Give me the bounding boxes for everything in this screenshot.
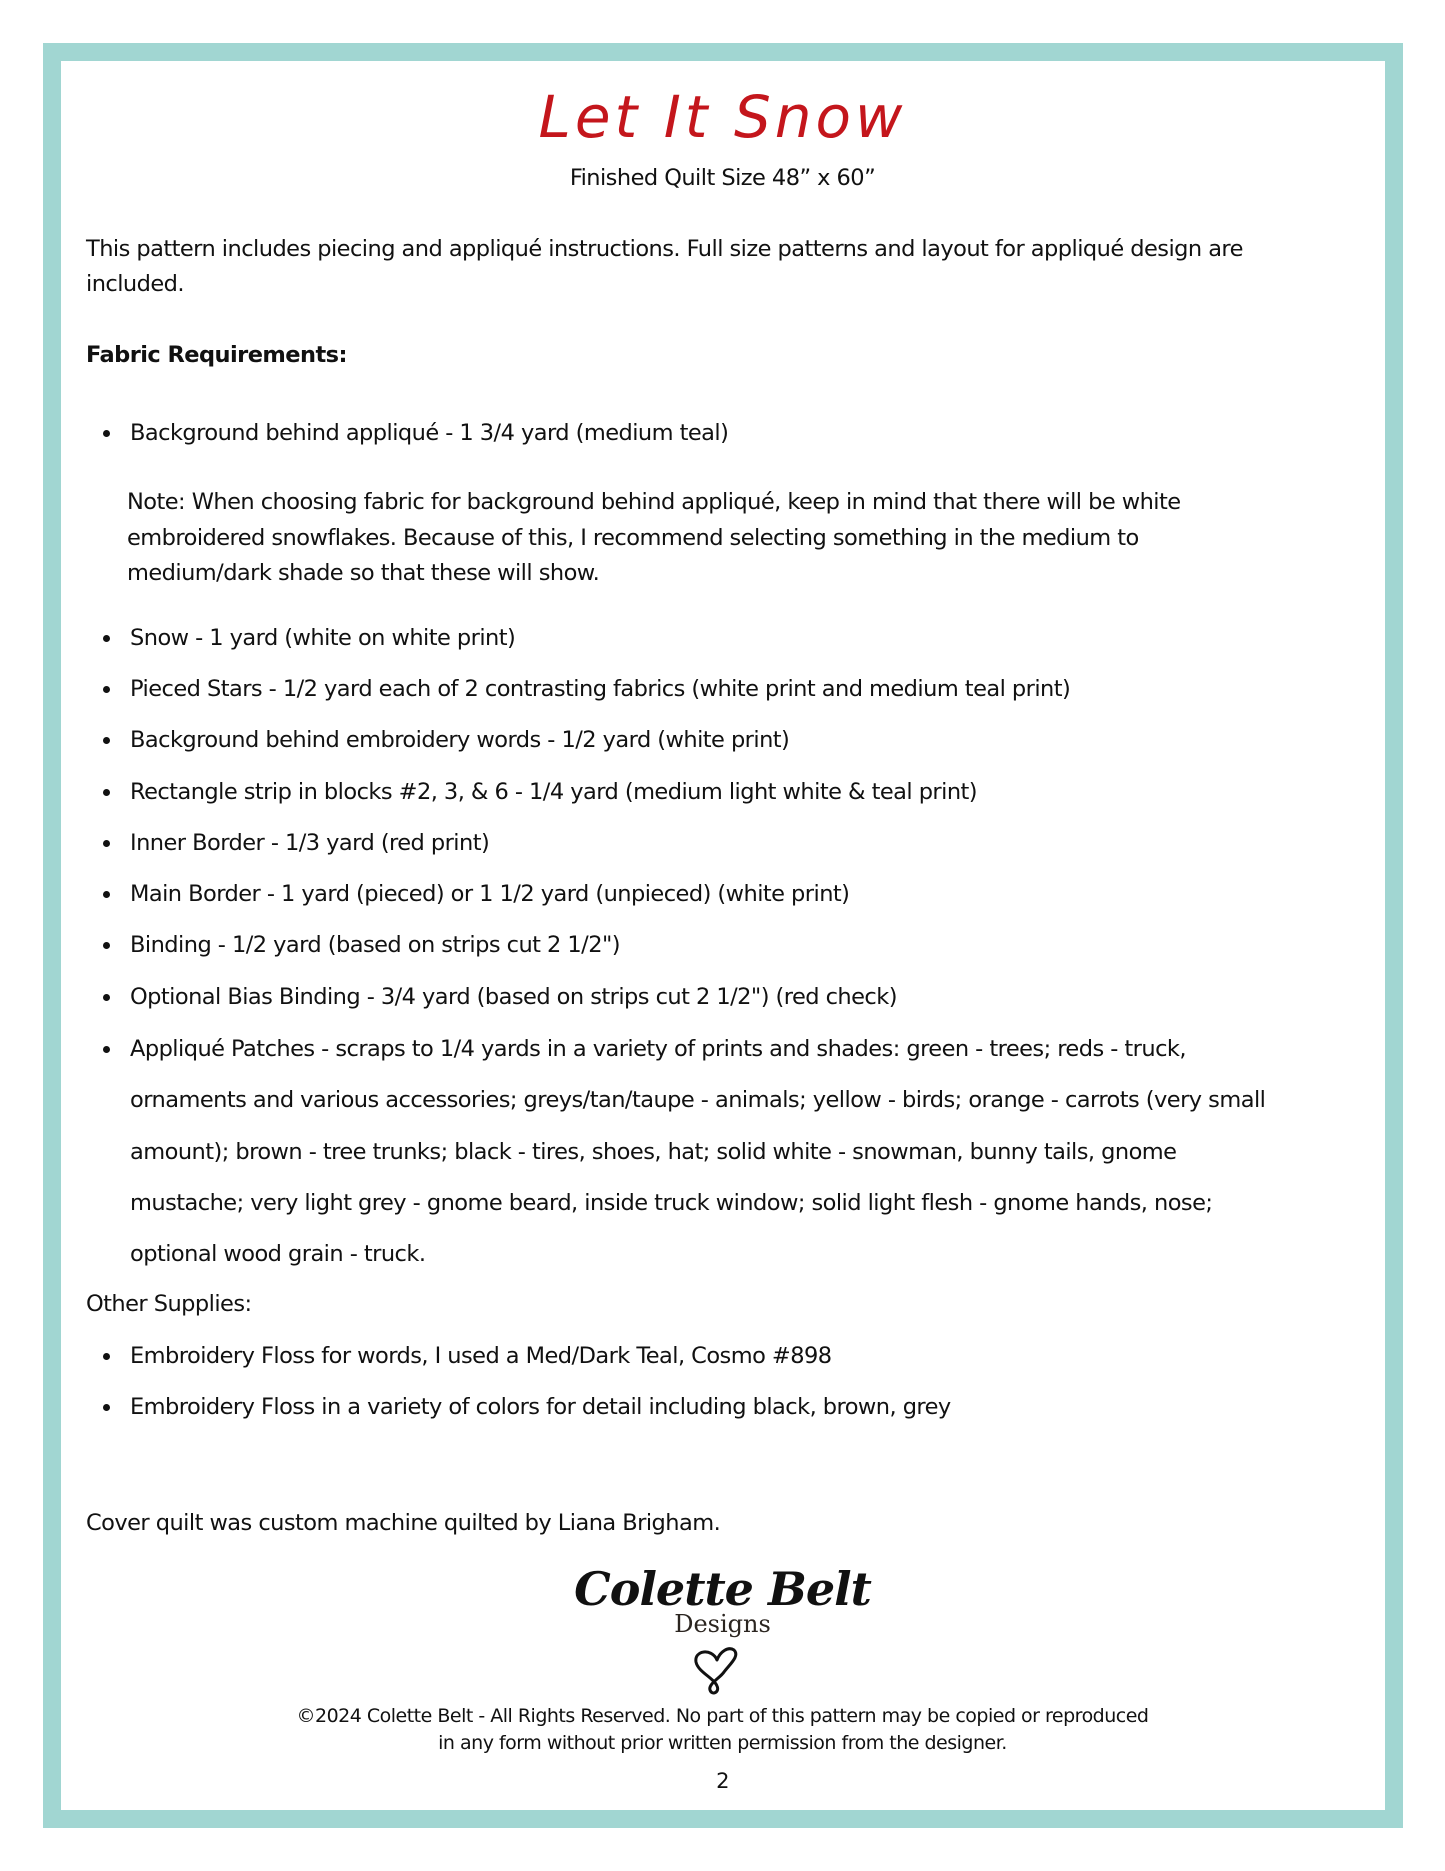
applique-line: mustache; very light grey - gnome beard, inside truck window; solid light flesh - gnome hands, nose;	[130, 1190, 1213, 1216]
applique-line: Appliqué Patches - scraps to 1/4 yards in a variety of prints and shades: green - trees; reds - truck,	[130, 1036, 1186, 1062]
bullet-icon	[103, 891, 110, 898]
fabric-requirements-heading: Fabric Requirements:	[86, 342, 347, 368]
bullet-icon	[103, 942, 110, 949]
applique-line: optional wood grain - truck.	[130, 1241, 426, 1267]
bullet-icon	[103, 686, 110, 693]
bullet-icon	[103, 737, 110, 744]
page-title: Let It Snow	[538, 83, 907, 151]
quilter-credit: Cover quilt was custom machine quilted by Liana Brigham.	[86, 1510, 721, 1536]
applique-line: amount); brown - tree trunks; black - tires, shoes, hat; solid white - snowman, bunny tails, gnome	[130, 1139, 1177, 1165]
page-number: 2	[716, 1769, 729, 1793]
other-supplies-heading: Other Supplies:	[86, 1291, 252, 1317]
copyright-line: in any form without prior written permission from the designer.	[438, 1732, 1007, 1754]
note-line: embroidered snowflakes. Because of this, I recommend selecting something in the medium to	[127, 525, 1139, 551]
logo-designs: Designs	[674, 1610, 771, 1638]
bullet-icon	[103, 430, 110, 437]
bullet-icon	[103, 994, 110, 1001]
note-line: Note: When choosing fabric for background behind appliqué, keep in mind that there will be white	[127, 489, 1181, 515]
fabric-item: Binding - 1/2 yard (based on strips cut 2 1/2")	[130, 932, 620, 958]
fabric-item: Main Border - 1 yard (pieced) or 1 1/2 yard (unpieced) (white print)	[130, 881, 850, 907]
bullet-icon	[103, 1353, 110, 1360]
copyright-line: ©2024 Colette Belt - All Rights Reserved. No part of this pattern may be copied or reproduced	[296, 1705, 1149, 1727]
fabric-item: Inner Border - 1/3 yard (red print)	[130, 830, 490, 856]
fabric-item: Optional Bias Binding - 3/4 yard (based on strips cut 2 1/2") (red check)	[130, 984, 897, 1010]
supply-item: Embroidery Floss for words, I used a Med/Dark Teal, Cosmo #898	[130, 1343, 832, 1369]
bullet-icon	[103, 1046, 110, 1053]
heart-icon	[690, 1644, 744, 1698]
supply-item: Embroidery Floss in a variety of colors for detail including black, brown, grey	[130, 1394, 951, 1420]
finished-size: Finished Quilt Size 48” x 60”	[569, 165, 876, 191]
fabric-item: Background behind appliqué - 1 3/4 yard (medium teal)	[130, 420, 729, 446]
intro-line: included.	[86, 271, 185, 297]
applique-line: ornaments and various accessories; greys/tan/taupe - animals; yellow - birds; orange - carrots (very small	[130, 1087, 1266, 1113]
bullet-icon	[103, 635, 110, 642]
note-line: medium/dark shade so that these will show.	[127, 560, 600, 586]
bullet-icon	[103, 1404, 110, 1411]
fabric-item: Snow - 1 yard (white on white print)	[130, 625, 516, 651]
fabric-item: Rectangle strip in blocks #2, 3, & 6 - 1/4 yard (medium light white & teal print)	[130, 779, 978, 805]
bullet-icon	[103, 840, 110, 847]
fabric-item: Background behind embroidery words - 1/2 yard (white print)	[130, 727, 790, 753]
intro-line: This pattern includes piecing and appliqué instructions. Full size patterns and layout for appliqué design are	[86, 236, 1243, 262]
logo-script: Colette Belt	[574, 1562, 871, 1616]
bullet-icon	[103, 789, 110, 796]
fabric-item: Pieced Stars - 1/2 yard each of 2 contrasting fabrics (white print and medium teal print)	[130, 676, 1071, 702]
